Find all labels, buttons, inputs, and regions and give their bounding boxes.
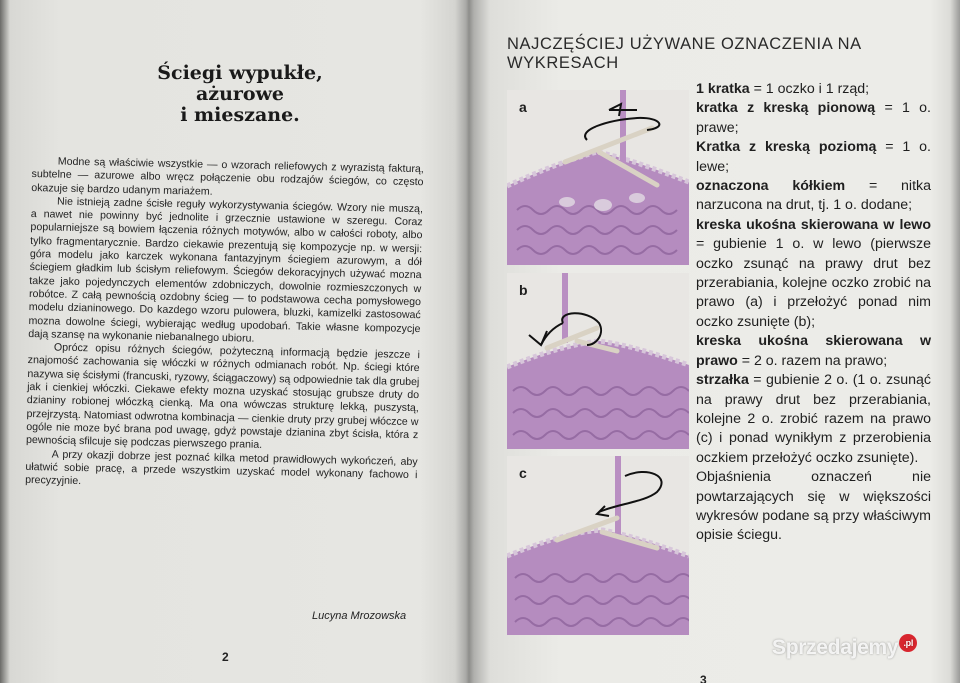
paragraph: Modne są właściwie wszystkie — o wzorach reliefowych z wyrazistą fakturą, subtelne — azurowe albo wręcz połączenie obu rodzajów ściegów, co często okazuje się bardzo udanym mariażem. — [31, 155, 424, 198]
legend-desc: = 1 oczko i 1 rząd; — [749, 81, 870, 97]
legend-item — [696, 372, 931, 466]
legend-term: kreska ukośna skierowana w prawo — [696, 333, 931, 369]
photo-label: a — [519, 99, 527, 115]
legend-desc: = 1 o. lewe; — [696, 139, 931, 175]
legend-desc: = 2 o. razem na prawo; — [737, 352, 888, 369]
title-line: ażurowe — [195, 83, 285, 105]
legend-term: kreska ukośna skierowana w lewo — [696, 216, 931, 233]
legend-desc: = gubienie 1 o. w lewo (pierwsze oczko zsunąć na prawy drut bez przerabiania, kolejne oczko zrobić na prawo (a) i przełożyć ponad nim oczko zsunięte (b); — [696, 236, 931, 330]
legend-item — [696, 100, 931, 135]
knitting-illustration — [507, 456, 689, 635]
photo-label: c — [519, 465, 527, 481]
article-body — [25, 155, 424, 496]
photo-label: b — [519, 282, 528, 298]
knitting-photo-b — [507, 273, 689, 449]
legend-term: strzałka — [696, 372, 749, 389]
paragraph: Nie istnieją zadne ścisłe reguły wykorzystywania ściegów. Wzory nie muszą, a nawet nie powinny być jednolite i grzecznie ustawione w szeregu. Coraz popularniejsze są bowiem łączenia różnych motywów, albo w całości roboty, albo tylko fragmentarycznie. Bardzo ciekawie prezentują się kompozycje np. w wersji: góra modelu jako karczek wykonana fantazyjnym ściegiem azurowym, a dół ściegiem gładkim lub ścisłym reliefowym. Ściegów dekoracyjnych używać mozna takze jako pojedynczych elementów zdobniczych, dowolnie rozmieszczonych w robótce. Z całą pewnością ozdobny ścieg — to podstawowa cecha pomysłowego modelu dzianinowego. Do kazdego wzoru pulowera, bluzki, kamizelki zastosować mozna dowolne ściegi, wybierając według upodobań. Takie własne kompozycje dają szansę na wykonanie niebanalnego ubioru. — [28, 195, 424, 345]
left-page — [0, 0, 468, 683]
paragraph: A przy okazji dobrze jest poznać kilka metod prawidłowych wykończeń, aby ułatwić sobie pracę, a przede wszystkim uzyskać model wykonany fachowo i precyzyjnie. — [25, 448, 418, 488]
knitting-illustration — [507, 90, 689, 265]
legend-item — [696, 81, 869, 97]
section-heading: NAJCZĘŚCIEJ UŻYWANE OZNACZENIA NA WYKRESACH — [507, 35, 861, 72]
legend-desc: = nitka narzucona na drut, tj. 1 o. dodane; — [696, 178, 931, 214]
paragraph: Oprócz opisu różnych ściegów, pożyteczną informacją będzie jeszcze i znajomość zachowania się włóczki w różnych odmianach robót. Np. ściegi które nazywa się ścisłymi (francuski, ryzowy, ściągaczowy) są odpowiednie tak dla grubej jak i cienkiej włóczki. Ciekawe efekty mozna uzyskać stosując grubsze druty do dzianiny robionej włóczką cienką. Ma ona wówczas strukturę lekką, puszystą, przejrzystą. Natomiast odwrotna kombinacja — cienkie druty przy grubej włóczce w ogóle nie moze być brana pod uwagę, gdyż powstaje dzianina zbyt ścisła, która z pewnością sfilcuje się podczas pierwszego prania. — [25, 341, 421, 452]
watermark-badge: .pl — [899, 634, 917, 652]
title-line: i mieszane. — [180, 104, 300, 126]
legend-desc: = gubienie 2 o. (1 o. zsunąć na prawy drut bez przerabiania, kolejne 2 o. zrobić razem na prawo (c) i ponad wynikłym z przerobienia oczkiem przełożyć oczko zsunięte). — [696, 372, 931, 466]
right-page — [470, 0, 960, 683]
legend-note: Objaśnienia oznaczeń nie powtarzających się w większości wykresów podane są przy właściwym opisie ściegu. — [696, 469, 931, 544]
legend-term: oznaczona kółkiem — [696, 178, 846, 195]
legend-item — [696, 139, 931, 174]
knitting-photo-c — [507, 456, 689, 635]
watermark — [772, 634, 917, 660]
title-line: Ściegi wypukłe, — [157, 62, 323, 84]
legend-term: kratka z kreską pionową — [696, 100, 876, 117]
watermark-text: Sprzedajemy — [772, 636, 899, 659]
author-signature: Lucyna Mrozowska — [312, 610, 407, 622]
page-title — [150, 63, 330, 126]
legend-term: 1 kratka — [696, 81, 750, 97]
legend-item — [696, 217, 931, 330]
legend-term: Kratka z kreską poziomą — [696, 139, 877, 156]
page-number: 3 — [700, 673, 707, 683]
symbol-legend — [696, 80, 931, 546]
legend-desc: = 1 o. prawe; — [696, 100, 931, 136]
legend-item — [696, 333, 931, 368]
knitting-photo-a — [507, 90, 689, 265]
page-number: 2 — [222, 650, 229, 664]
legend-item — [696, 178, 931, 213]
knitting-illustration — [507, 273, 689, 449]
